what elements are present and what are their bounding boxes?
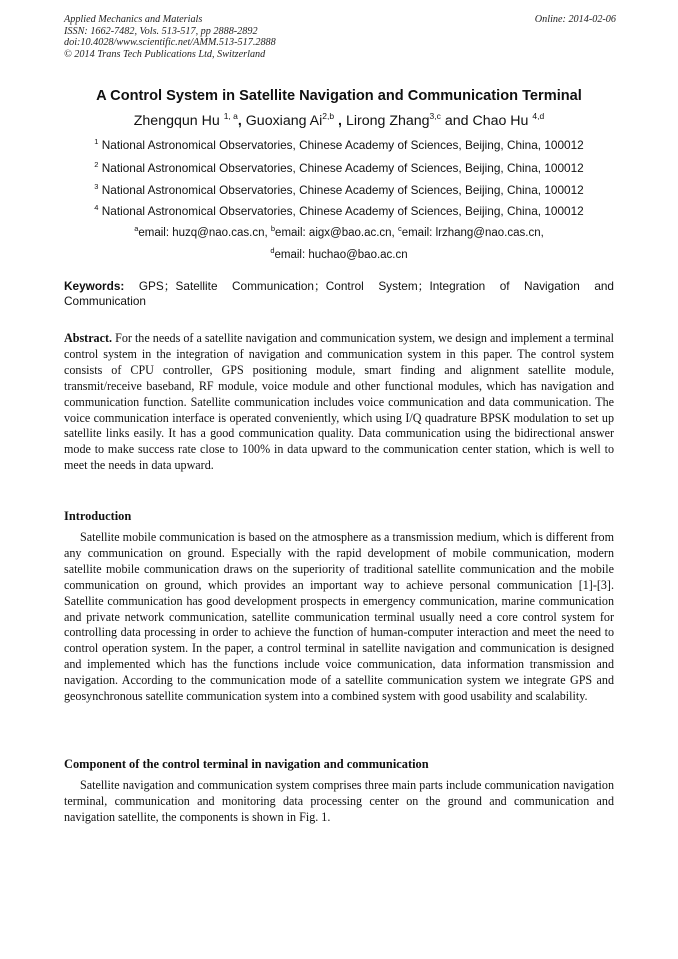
email-sup: c [397, 224, 402, 233]
author-line [64, 111, 614, 129]
affiliation-2 [64, 160, 614, 175]
author-name: Chao Hu [472, 113, 529, 129]
email-sup: a [134, 224, 139, 233]
introduction-paragraph: Satellite mobile communication is based on the atmosphere as a transmission medium, which is different from any communication on ground. Especially with the rapid development of mobile communication, modern satellite mobile communication draws on the superiority of traditional satellite communication and the mobile communication on ground, which provides an important way to achieve personal communication [1]-[3]. Satellite communication has good development prospects in emergency communication, marine communication and private network communication, satellite communication terminal usually need a core control system for controlling data processing in order to achieve the function of human-computer interaction and meet the need to control operation system. In the paper, a control terminal in satellite navigation and communication is designed and implemented which has the functions include voice communication, data information transmission and navigation. According to the communication mode of a satellite communication system we integrate GPS and geosynchronous satellite communication system into a combined system with good usability and scalability. [64, 530, 614, 704]
affiliation-text: National Astronomical Observatories, Chinese Academy of Sciences, Beijing, China, 100012 [101, 204, 584, 218]
email-line-1 [64, 224, 614, 239]
journal-header [64, 14, 616, 60]
email-sup: b [270, 224, 276, 233]
author-sup: 1, a [223, 111, 238, 121]
affiliation-num: 3 [94, 182, 99, 191]
email-c: email: lrzhang@nao.cas.cn, [401, 227, 544, 239]
doi-line: doi:10.4028/www.scientific.net/AMM.513-517.2888 [64, 37, 276, 49]
section-heading-component: Component of the control terminal in navigation and communication [64, 757, 429, 771]
affiliation-4 [64, 203, 614, 218]
issn-line: ISSN: 1662-7482, Vols. 513-517, pp 2888-2892 [64, 25, 258, 37]
author-sep: , [334, 113, 346, 129]
email-b: email: aigx@bao.ac.cn, [275, 227, 398, 239]
affiliation-text: National Astronomical Observatories, Chinese Academy of Sciences, Beijing, China, 100012 [101, 183, 584, 197]
affiliation-text: National Astronomical Observatories, Chinese Academy of Sciences, Beijing, China, 100012 [101, 138, 584, 152]
affiliation-num: 2 [94, 160, 99, 169]
affiliation-1 [64, 137, 614, 152]
author-sup: 3,c [429, 111, 441, 121]
email-sup: d [270, 246, 275, 255]
email-line-2 [64, 246, 614, 261]
journal-name: Applied Mechanics and Materials [64, 14, 203, 25]
abstract-label: Abstract. [64, 331, 113, 345]
affiliation-text: National Astronomical Observatories, Chinese Academy of Sciences, Beijing, China, 100012 [101, 161, 584, 175]
component-paragraph: Satellite navigation and communication system comprises three main parts include communication navigation terminal, communication and monitoring data processing center on the ground and communication and navigation satellite, the components is shown in Fig. 1. [64, 778, 614, 824]
email-d: email: huchao@bao.ac.cn [274, 249, 408, 261]
author-name: Zhengqun Hu [133, 113, 220, 129]
section-heading-introduction: Introduction [64, 509, 132, 523]
affiliation-num: 1 [94, 137, 99, 146]
online-date: Online: 2014-02-06 [534, 14, 616, 25]
abstract-text: For the needs of a satellite navigation and communication system, we design and implement a terminal control system in the integration of navigation and communication system in this paper. The control system consists of CPU controller, GPS positioning module, smart finding and alignment satellite module, transmit/receive baseband, RF module, voice module and other functional modules, which has navigation and communication function. Satellite communication includes voice communication and data communication. The voice communication interface is operated conveniently, which using I/Q quadrature BPSK modulation to set up satellite links easily. It has a good communication quality. Data communication using the bidirectional answer mode to make success rate close to 100% in data upward to the communication center station, which is well to meet the needs in data upward. [64, 331, 614, 473]
affiliation-num: 4 [94, 203, 99, 212]
author-sep: and [440, 113, 473, 129]
affiliation-3 [64, 182, 614, 197]
copyright-line: © 2014 Trans Tech Publications Ltd, Switzerland [64, 48, 266, 60]
author-sup: 4,d [532, 111, 545, 121]
paper-title: A Control System in Satellite Navigation and Communication Terminal [96, 88, 582, 104]
keywords [64, 279, 614, 309]
email-a: email: huzq@nao.cas.cn, [138, 227, 271, 239]
keywords-text: GPS；Satellite Communication；Control System；Integration of Navigation and Communication [64, 279, 614, 308]
author-name: Guoxiang Ai [245, 113, 323, 129]
abstract [64, 331, 614, 474]
author-sup: 2,b [322, 111, 335, 121]
author-name: Lirong Zhang [345, 113, 430, 129]
keywords-label: Keywords: [64, 279, 125, 293]
author-sep: , [237, 113, 246, 129]
